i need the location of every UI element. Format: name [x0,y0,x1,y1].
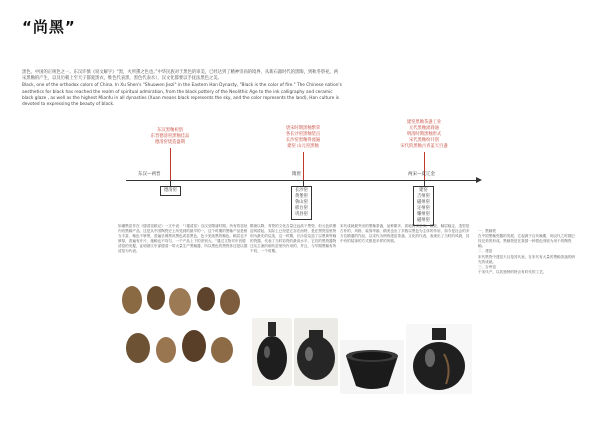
photo-song-jar [406,324,472,394]
era-line: 建窑 山元窑黑釉 [287,144,319,149]
ware-name: 长沙窑 [295,188,308,193]
column-text: 宋代成就最突出的黑釉茶盏，品种繁多，质地特别坚实，精致、釉层稳定，造型是古朴的，风格、装饰华丽、精美也出了多数以黑色为主体的作用，如今是社会的多方位精通的作品，以宋代为例的建窑茶盏，文化的代表，表现出了当时的风貌，其中有的装饰的方式都是多样的风格。 [340,224,470,244]
era-line: 德清窑烧造盛期 [154,140,186,145]
era-line: 宋代黑釉纷开创 [408,138,440,143]
era-line: 东晋德清窑黑釉佳品 [150,134,190,139]
ware-name: 建窑 [419,188,428,193]
timeline-axis [126,180,478,181]
photo-song-bowl [340,340,404,394]
intro-text [22,70,342,109]
era-line: 各长沙窑黑釉装点 [285,132,321,137]
intro-chinese: 黑色，中国的正统色之一。东汉许慎《说文解字》“黑，火所熏之色也。”中华民族对于黑色的审美，已经达到了精神崇尚的境界，从新石器时代的黑陶，到秋冬祭祀，两宋黑釉的产生，以及历朝上至天子都爱黑衣，维色代表黑，黑色代表水），汉文化都要以手抚法黑色之美。 [22,70,338,82]
column-text: 如潮黑窑作在《德清窑顾记》一文中说：“（德清窑）自汉至隋唐时期，所有的窑址内有黑釉产品，这是从中国陶瓷史上所见到的最早的一，这个时期的黑釉产品是相当丰富，釉色不够黑，普遍呈褐黑或黑色或显黑色，色少见纯黑的釉色。釉层也不够厚，普遍有开片，施釉也不均匀，一个产品上下的差别大。”通过文物对东晋德清窑的发掘，证明浙江东部德清一带大量生产黑釉器，所以黑色的黑瓷体还是以德清窑为代表。 [118,224,248,254]
ware-name: 定州窑 [417,206,430,211]
ware-name: 磁州窑 [417,218,430,223]
era-line: 唐宋时期黑釉繁荣 [285,126,321,131]
column-text: 一、黑釉瓷 在中国黑釉瓷器的发展，它起源于汉代晚期，到汉代之时期已经完美的形成。黑釉瓷是在我国一种着色剂较为用于的陶瓷釉。 二、建窑 宋代黑瓷中建窑天目是其代表，在宋代有大量的黑釉茶盏的研究的成就。 三、吉州窑 于宋代产，以其独特的特点有时代的工艺。 [478,229,576,274]
ware-name: 吉州窑 [417,194,430,199]
column-sui-tang [250,224,338,324]
era-line: 建窑黑釉茶盏工业 [406,120,442,125]
era-line: 明清时期黑釉形式 [406,132,442,137]
era-note-sui-tang [258,126,348,150]
era-line: 长沙窑黑釉得流遍 [285,138,321,143]
era-line: 东汉黑釉初创 [157,128,183,133]
ware-name: 巩县窑 [295,212,308,217]
column-notes [478,224,578,394]
ware-box-song [413,186,434,226]
ware-name: 鲁山窑 [295,200,308,205]
ware-box-sui-tang [291,186,312,220]
photo-deqing-pottery-group [118,282,248,372]
ware-name: 磁州窑 [417,200,430,205]
dynasty-han-jin: 东汉—两晋 [138,172,161,177]
ware-box-deqing [160,186,181,196]
era-note-han-jin [132,128,208,146]
era-note-song [376,120,472,150]
photo-sui-tang-jar [294,318,338,386]
ware-name: 邢台窑 [295,206,308,211]
era-line: 元代黑釉流商通 [408,126,440,131]
ware-name: 德清窑 [164,188,177,193]
ware-name: 耀州窑 [417,212,430,217]
column-text: 隋唐以降，青瓷的文化含量还远高于黑瓷，但元色浓墨迎风拔起，实际上已经是它存在而特，是在黑瓷窑里特别为最先的烧造，这一时期，长沙窑烧造了以黑黄等釉的瓷器，代表了当时彩瓷的最高水平，它们的黑瓷器物还从主流的朝代窑里所作用的，并且，与早期黑釉有所不同，一个时期。 [250,224,337,254]
photo-sui-tang-bottle [252,318,292,386]
dynasty-song-liao-jin: 两宋—夏辽金 [408,172,435,177]
era-line: 宋代的黑釉古青盖天目盏 [400,144,448,149]
intro-english: Black, one of the orthodox colors of China. In Xu Shen's "Shuowen Jiezi" in the Eastern Han Dynasty, "Black is the color of fire." The Chinese nation's aesthetics for black has reached the realm of spiritual admiration, from the black pottery of the Neolithic Age to the ink calligraphy and ceramic black glaze , as well as the highest Mianfu in all dynasties (Xuan means black represents the sky, and the color represents the land), Han culture is devoted to expressing the beauty of black. [22,83,342,108]
page-title: “尚黑” [22,18,76,36]
ware-name: 黄堡窑 [295,194,308,199]
column-deqing [118,224,248,280]
dynasty-sui-tang: 隋唐 [292,172,301,177]
timeline-arrow-icon [476,177,482,183]
